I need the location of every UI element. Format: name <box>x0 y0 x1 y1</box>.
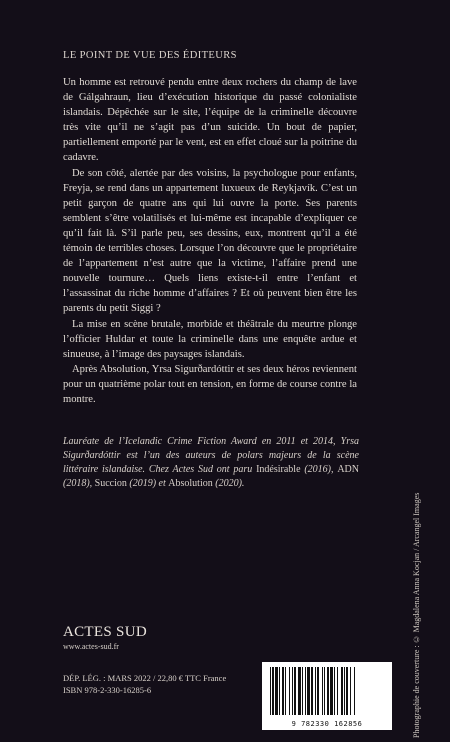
bio-title-2: ADN <box>337 464 359 476</box>
bio-year-1: (2016), <box>300 464 338 476</box>
bio-text: Lauréate de l’Icelandic Crime Fiction Award en 2011 et 2014, Yrsa Sigurðardóttir est l’un des auteurs de polars majeurs de la scène littéraire islandaise. Chez Actes Sud ont paru <box>63 436 359 476</box>
bio-year-2: (2018), <box>63 478 95 490</box>
bio-title-4: Absolution <box>168 478 213 490</box>
bio-year-3: (2019) et <box>126 478 169 490</box>
synopsis-paragraph-4: Après Absolution, Yrsa Sigurðardóttir et ses deux héros reviennent pour un quatrième polar tout en tension, en forme de course contre la montre. <box>63 363 357 405</box>
synopsis-paragraph-1: Un homme est retrouvé pendu entre deux rochers du champ de lave de Gálgahraun, lieu d’exécution historique du passé colonialiste islandais. Dépêchée sur le site, l’équipe de la criminelle découvre très vite qu’il ne s’agit pas d’un suicide. Un bout de papier, partiellement emporté par le vent, est en effet cloué sur la poitrine du cadavre. <box>63 77 357 164</box>
publisher-logo: ACTES SUD <box>63 624 147 640</box>
author-bio <box>63 435 359 491</box>
barcode-number: 9 782330 162856 <box>291 720 363 728</box>
bio-title-3: Succion <box>94 478 127 490</box>
barcode <box>262 662 392 730</box>
synopsis-paragraph-3: La mise en scène brutale, morbide et théâtrale du meurtre plonge l’officier Huldar et toute la criminelle dans une enquête ardue et sinueuse, à l’image des paysages islandais. <box>63 318 357 360</box>
synopsis-paragraph-2: De son côté, alertée par des voisins, la psychologue pour enfants, Freyja, se rend dans un appartement luxueux de Reykjavík. C’est un petit garçon de quatre ans qui lui ouvre la porte. Ses parents semblent s’être volatilisés et lui-même est incapable d’expliquer ce qu’il fait là. S’il parle peu, ses dessins, eux, montrent qu’il a été témoin de terribles choses. Lorsque l’on découvre que le propriétaire de l’appartement n’est autre que la victime, l’affaire prend une nouvelle tournure… Quels liens existe-t-il entre l’enfant et l’assassinat du riche homme d’affaires ? Et où peuvent bien être les parents du petit Siggi ? <box>63 167 357 315</box>
photo-credit: Photographie de couverture : © Magdalena Anna Kocjan / Arcangel Images <box>412 492 421 738</box>
legal-info <box>63 672 226 696</box>
bio-year-4: (2020). <box>212 478 245 490</box>
legal-deposit: DÉP. LÉG. : MARS 2022 / 22,80 € TTC France <box>63 673 227 683</box>
bio-title-1: Indésirable <box>256 464 301 476</box>
barcode-icon <box>270 667 384 715</box>
section-heading: LE POINT DE VUE DES ÉDITEURS <box>63 50 237 61</box>
isbn: ISBN 978-2-330-16285-6 <box>63 685 152 695</box>
publisher-website: www.actes-sud.fr <box>63 642 119 651</box>
synopsis <box>63 75 357 407</box>
